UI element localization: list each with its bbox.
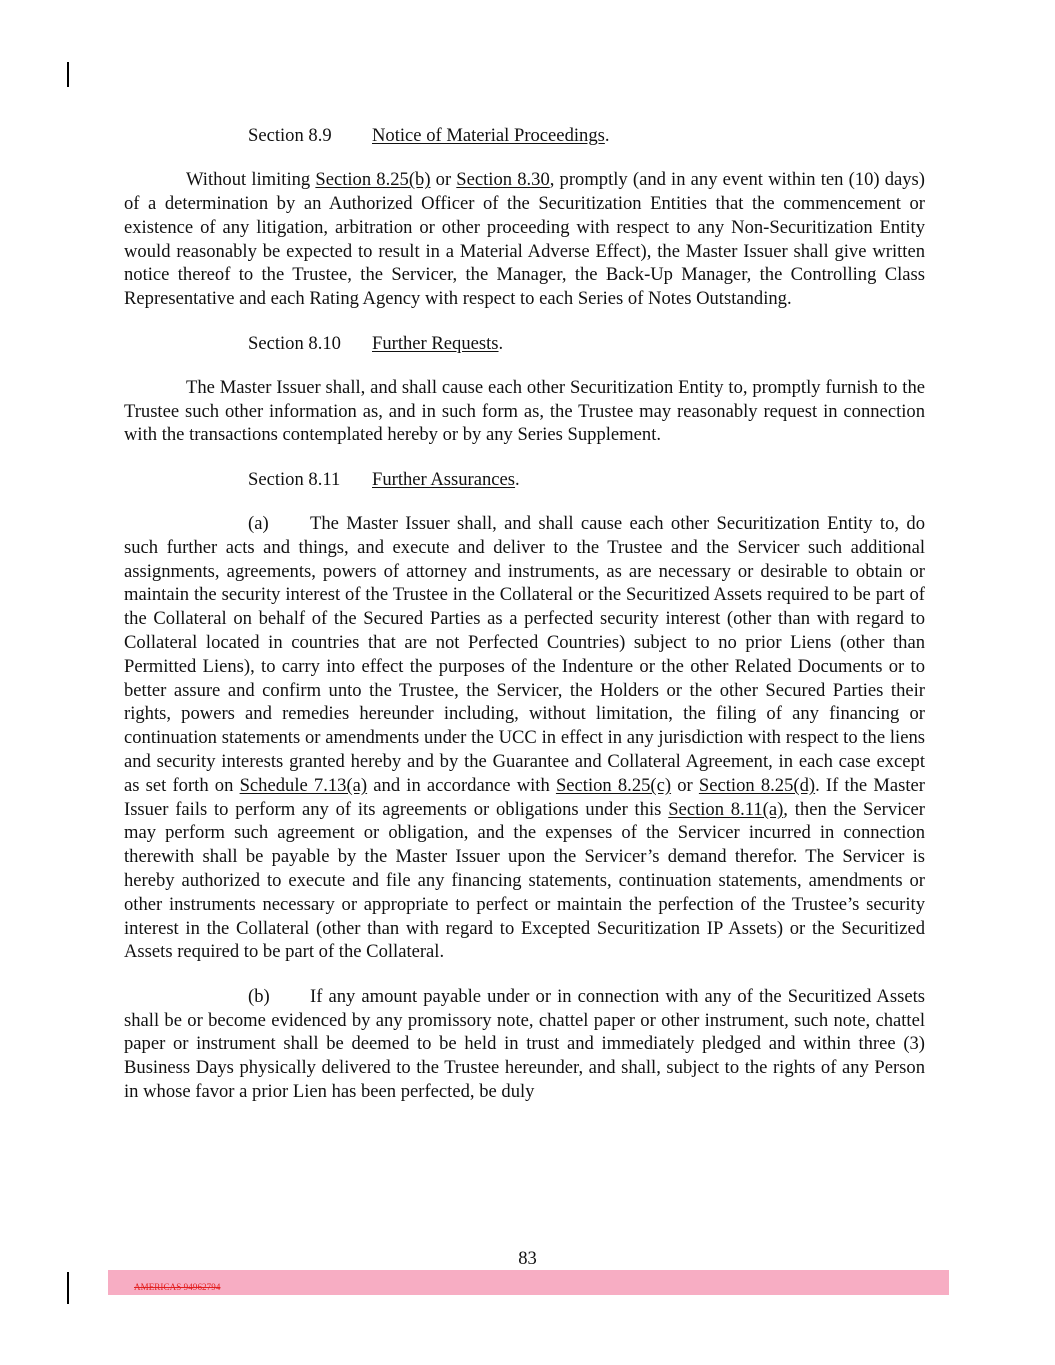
section-paragraph (124, 168, 925, 311)
section-title: Further Requests (372, 332, 499, 354)
paragraph-text: . If the Master Issuer fails to perform any of its agreements or obligations under this (124, 774, 925, 820)
section-title: Further Assurances (372, 468, 516, 490)
section-heading: Section 8.10 Further Requests. (248, 332, 504, 354)
page-number: 83 (518, 1248, 537, 1269)
cross-reference: Schedule 7.13(a) (239, 774, 368, 796)
section-paragraph (124, 985, 925, 1104)
change-bar-bottom (67, 1272, 69, 1304)
section-number: Section 8.9 (248, 125, 332, 146)
paragraph-text: If any amount payable under or in connection with any of the Securitized Assets shall be or become evidenced by any promissory note, chattel paper or other instrument, such note, chattel paper or instrument shall be deemed to be held in trust and immediately pledged and within three (3) Business Days physically delivered to the Trustee hereunder, and shall, subject to the rights of any Person in whose favor a prior Lien has been perfected, be duly (124, 985, 925, 1102)
paragraph-text: , then the Servicer may perform such agreement or obligation, and the expenses of the Servicer incurred in connection therewith shall be payable by the Master Issuer upon the Servicer’s demand therefor. The Servicer is hereby authorized to execute and file any financing statements, continuation statements, amendments or other instruments necessary or appropriate to perfect or maintain the perfection of the Trustee’s security interest in the Collateral (other than with regard to Excepted Securitization IP Assets) or the Securitized Assets required to be part of the Collateral. (124, 798, 925, 963)
cross-reference: Section 8.25(c) (555, 774, 672, 796)
paragraph-text: The Master Issuer shall, and shall cause each other Securitization Entity to, promptly furnish to the Trustee such other information as, and in such form as, the Trustee may reasonably request in connection with the transactions contemplated hereby or by any Series Supplement. (124, 376, 925, 446)
cross-reference: Section 8.25(d) (698, 774, 816, 796)
section-heading: Section 8.9 Notice of Material Proceedings. (248, 125, 610, 146)
cross-reference: Section 8.25(b) (315, 169, 431, 191)
paragraph-text: or (430, 169, 457, 191)
section-heading: Section 8.11 Further Assurances. (248, 468, 520, 490)
cross-reference: Section 8.30 (456, 169, 550, 191)
paragraph-text: The Master Issuer shall, and shall cause each other Securitization Entity to, do such further acts and things, and execute and deliver to the Trustee and the Servicer such additional assignments, agreements, powers of attorney and instruments, as are necessary or desirable to obtain or maintain the security interest of the Trustee in the Collateral or the Securitized Assets required to be part of the Collateral on behalf of the Secured Parties as a perfected security interest (other than with regard to Collateral located in countries that are not Perfected Countries) subject to no prior Liens (other than Permitted Liens), to carry into effect the purposes of the Indenture or the other Related Documents or to better assure and confirm unto the Trustee, the Servicer, the Holders or the other Secured Parties their rights, powers and remedies hereunder including, without limitation, the filing of any financing or continuation statements or amendments under the UCC in effect in any jurisdiction with respect to the liens and security interests granted hereby and by the Guarantee and Collateral Agreement, in each case except as set forth on (124, 513, 925, 796)
document-body (124, 124, 925, 1124)
cross-reference: Section 8.11(a) (668, 798, 784, 820)
section-paragraph (124, 376, 925, 447)
section-number: Section 8.11 (248, 468, 341, 490)
paragraph-text: or (671, 774, 699, 796)
document-id: AMERICAS 94962794 (134, 1282, 221, 1292)
section-title: Notice of Material Proceedings (372, 125, 605, 146)
paragraph-label: (a) (248, 513, 269, 535)
change-bar-top (67, 62, 69, 87)
paragraph-text: , promptly (and in any event within ten (10) days) of a determination by an Authorized Officer of the Securitization Entities that the commencement or existence of any litigation, arbitration or other proceeding with respect to any Non-Securitization Entity would reasonably be expected to result in a Material Adverse Effect), the Master Issuer shall give written notice thereof to the Trustee, the Servicer, the Manager, the Back-Up Manager, the Controlling Class Representative and each Rating Agency with respect to each Series of Notes Outstanding. (124, 169, 925, 310)
section-number: Section 8.10 (248, 332, 341, 354)
footer-band (108, 1270, 949, 1295)
paragraph-label: (b) (248, 985, 270, 1007)
section-paragraph (124, 512, 925, 964)
paragraph-text: Without limiting (186, 169, 316, 191)
paragraph-text: and in accordance with (367, 774, 556, 796)
